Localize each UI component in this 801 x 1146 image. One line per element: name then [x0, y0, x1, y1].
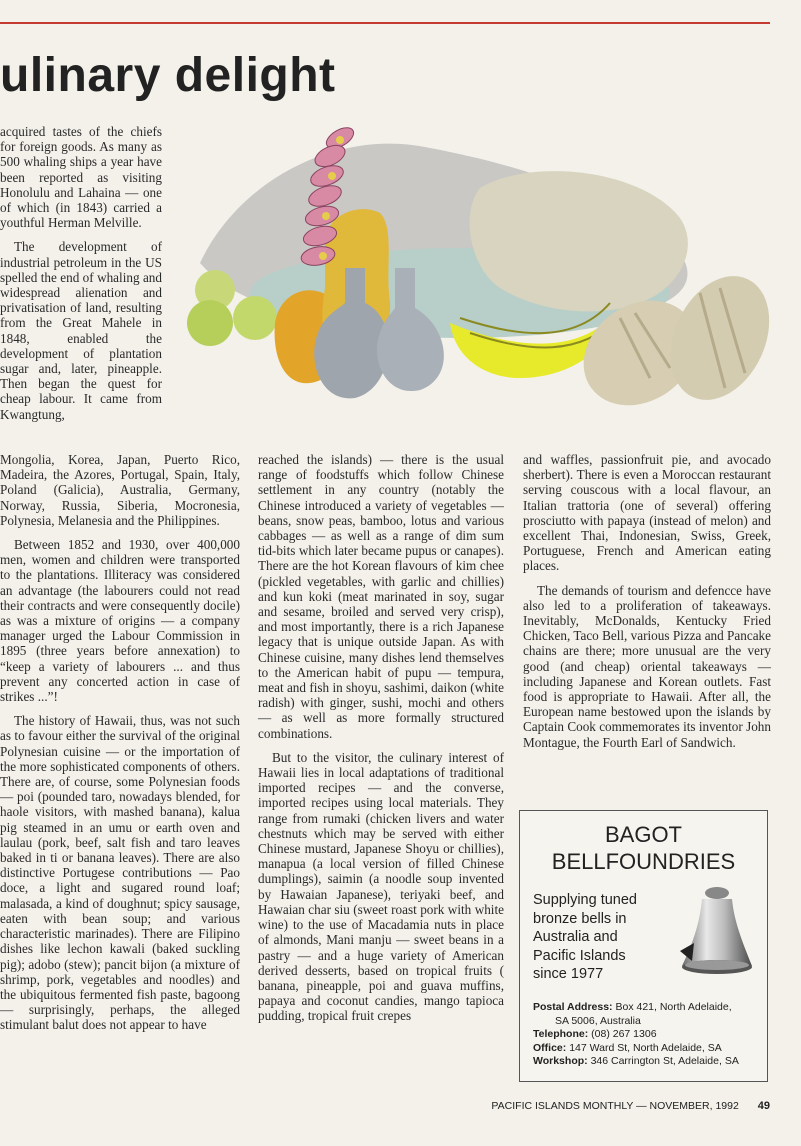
paragraph: and waffles, passionfruit pie, and avocado sherbert). There is even a Moroccan restaurant serving couscous with a local flavour, an Italian trattoria (one of several) offering prosciutto with papaya (instead of melon) and excellent Thai, Indonesian, Swiss, Greek, Portuguese, French and American eating places.: [523, 452, 771, 574]
postal-address-line: Postal Address: Box 421, North Adelaide,: [533, 1001, 732, 1013]
column-1-bottom: [0, 452, 240, 1042]
paragraph: But to the visitor, the culinary interest of Hawaii lies in local adaptations of traditional imported recipes — and the converse, imported recipes using local materials. They range from rumaki (chicken livers and water chestnuts which may be served with either Chinese mustard, Japanese Shoyu or chillies), manapua (a local version of filled Chinese dumplings), saimin (a noodle soup invented by Hawaian Japanese), teriyaki beef, and Hawaian char siu (sweet roast pork with white wine) to the use of Macadamia nuts in place of almonds, Mani manju — sweet beans in a pastry — and a huge variety of American derived desserts, based on tropical fruits ( banana, pineapple, poi and guava muffins, papaya and coconut candies, mango tapioca pudding, tropical fruit crepes: [258, 749, 504, 1024]
ad-tagline: Supplying tuned bronze bells in Australia and Pacific Islands since 1977: [533, 892, 637, 982]
food-illustration: [180, 118, 770, 448]
workshop-line: Workshop: 346 Carrington St, Adelaide, SA: [533, 1055, 739, 1067]
column-2: [258, 452, 504, 1033]
telephone-line: Telephone: (08) 267 1306: [533, 1028, 657, 1040]
ad-contacts: [533, 1001, 761, 1069]
page-footer: [0, 1100, 770, 1112]
postal-address-line2: SA 5006, Australia: [555, 1014, 641, 1027]
column-1-top: [0, 124, 162, 431]
bell-icon: [672, 881, 757, 986]
article-headline: ulinary delight: [0, 49, 336, 102]
bagot-bellfoundries-ad: [519, 810, 768, 1082]
ad-title-line2: BELLFOUNDRIES: [551, 849, 736, 874]
ad-title-line1: BAGOT: [604, 822, 682, 847]
page-number: 49: [757, 1100, 770, 1112]
paragraph: The development of industrial petroleum in the US spelled the end of whaling and widespread alienation and privatisation of land, resulting from the Great Mahele in 1848, enabled the development of plantation sugar and, later, pineapple. Then began the quest for cheap labour. It came from Kwangtung,: [0, 239, 162, 422]
paragraph: Mongolia, Korea, Japan, Puerto Rico, Madeira, the Azores, Portugal, Spain, Italy, Poland (Galicia), Australia, Germany, Norway, Russia, Siberia, Mocronesia, Polynesia, Melanesia and the Philippines.: [0, 452, 240, 528]
paragraph: acquired tastes of the chiefs for foreign goods. As many as 500 whaling ships a year have been reported as visiting Honolulu and Lahaina — one of which (in 1843) carried a youthful Herman Melville.: [0, 124, 162, 231]
paragraph: Between 1852 and 1930, over 400,000 men, women and children were transported to the plantations. Illiteracy was considered an advantage (the labourers could not read their contracts and were consequently docile) as was a mixture of origins — a company manager urged the Labour Commission in 1895 (three years before annexation) to “keep a variety of labourers ... and thus prevent any concerted action in case of strikes ...”!: [0, 537, 240, 705]
header-rule: [0, 22, 770, 24]
paragraph: The demands of tourism and defencce have also led to a proliferation of takeaways. Inevitably, McDonalds, Kentucky Fried Chicken, Taco Bell, various Pizza and Pancake chains are there; more unusual are the very good (and cheap) oriental takeaways — including Japanese and Korean outlets. Fast food is appropriate to Hawaii. After all, the European name bestowed upon the islands by Captain Cook commemorates its inventor John Montague, the Fourth Earl of Sandwich.: [523, 582, 771, 750]
publication-line: PACIFIC ISLANDS MONTHLY — NOVEMBER, 1992: [491, 1100, 739, 1112]
paragraph: reached the islands) — there is the usual range of foodstuffs which follow Chinese settlement in any country (notably the Chinese introduced a variety of vegetables — beans, snow peas, bamboo, lotus and various cabbages — as well as a range of dim sum tid-bits which later became pupus or canapes). There are the hot Korean flavours of kim chee (pickled vegetables, with garlic and chillies) and kun koki (meat marinated in soy, sugar and sesame, broiled and served very crisp), and most importantly, there is a rich Japanese legacy that is unique outside Japan. As with Chinese cuisine, many dishes lend themselves to the American habit of pupu — tempura, meat and fish in shoyu, sashimi, daikon (white radish) with ginger, sushi, mochi and others — as well as more formally structured combinations.: [258, 452, 504, 741]
paragraph: The history of Hawaii, thus, was not such as to favour either the survival of the original Polynesian cuisine — or the importation of the more sophisticated components of others. There are, of course, some Polynesian foods — poi (pounded taro, nowadays blended, for haole visitors, with mashed banana), kalua pig steamed in an umu or earth oven and laulau (pork, beef, salt fish and taro leaves baked in ti or banana leaves). There are also distinctive Portugese contributions — Pao doce, a light and sugared round loaf; malasada, a kind of doughnut; spicy sausage, eaten with bean soup; and various characteristic marinades). There are Filipino dishes like lechon kawali (baked suckling pig); adobo (stew); pancit bijon (a mixture of shrimp, pork, vegetables and noodles) and the ubiquitous fermented fish paste, bagoong — surprisingly, perhaps, the alleged stimulant balut does not appear to have: [0, 713, 240, 1033]
office-line: Office: 147 Ward St, North Adelaide, SA: [533, 1041, 722, 1054]
column-3: [523, 452, 771, 759]
